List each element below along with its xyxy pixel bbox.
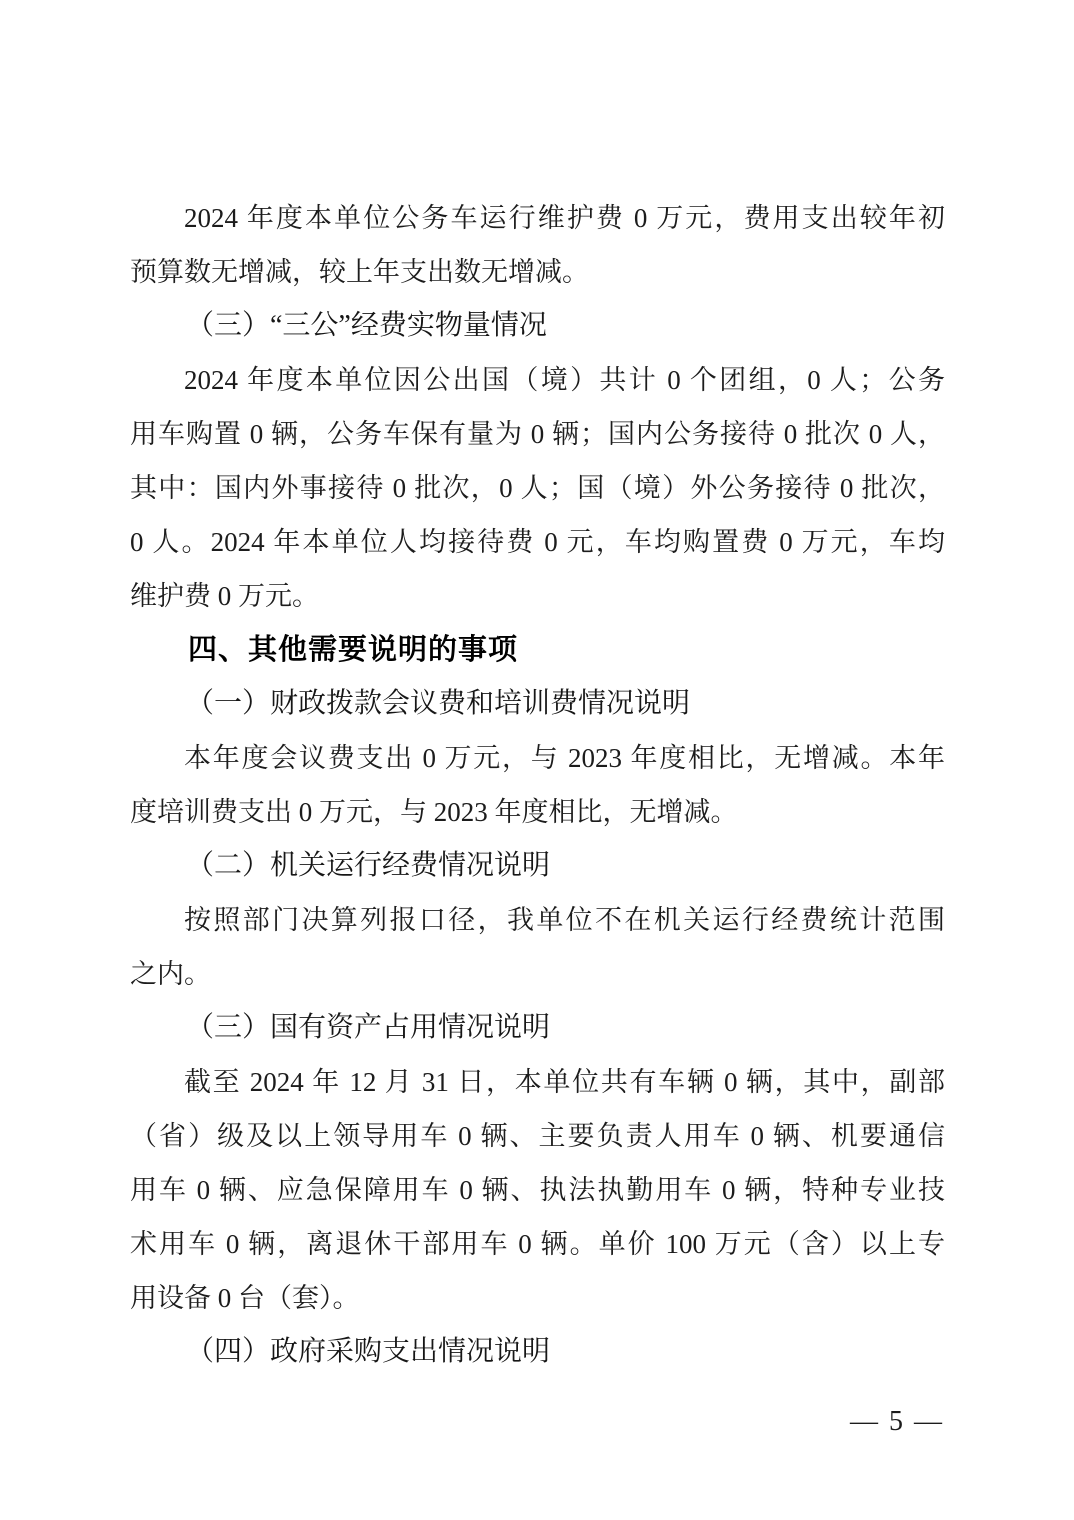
text-line: 四、其他需要说明的事项	[188, 634, 519, 666]
paragraph-agency-operating-expenses	[130, 893, 945, 1001]
document-body	[130, 191, 945, 1379]
text-line: 按照部门决算列报口径，我单位不在机关运行经费统计范围	[184, 905, 945, 935]
text-line: 截至 2024 年 12 月 31 日，本单位共有车辆 0 辆，其中，副部	[184, 1067, 945, 1097]
text-line: （省）级及以上领导用车 0 辆、主要负责人用车 0 辆、机要通信	[130, 1121, 945, 1151]
text-line: 术用车 0 辆，离退休干部用车 0 辆。单价 100 万元（含）以上专	[130, 1229, 945, 1259]
paragraph-state-assets	[130, 1055, 945, 1325]
text-line: 之内。	[130, 959, 211, 989]
text-line: （三）国有资产占用情况说明	[186, 1012, 551, 1043]
text-line: 用设备 0 台（套）。	[130, 1283, 360, 1313]
text-line: 用车购置 0 辆，公务车保有量为 0 辆；国内公务接待 0 批次 0 人，	[130, 419, 945, 449]
text-line: 预算数无增减，较上年支出数无增减。	[130, 257, 589, 287]
text-line: （二）机关运行经费情况说明	[186, 850, 551, 881]
subheading-three-public-expenses-physical	[130, 299, 945, 353]
text-line: 用车 0 辆、应急保障用车 0 辆、执法执勤用车 0 辆，特种专业技	[130, 1175, 945, 1205]
subheading-agency-operating-expenses	[130, 839, 945, 893]
text-line: 维护费 0 万元。	[130, 581, 319, 611]
text-line: 2024 年度本单位因公出国（境）共计 0 个团组，0 人；公务	[184, 365, 945, 395]
text-line: 其中：国内外事接待 0 批次，0 人；国（境）外公务接待 0 批次，	[130, 473, 945, 503]
paragraph-meeting-training-fees	[130, 731, 945, 839]
text-line: 0 人。2024 年本单位人均接待费 0 元，车均购置费 0 万元，车均	[130, 527, 945, 557]
subheading-state-assets	[130, 1001, 945, 1055]
text-line: 2024 年度本单位公务车运行维护费 0 万元，费用支出较年初	[184, 203, 945, 233]
paragraph-vehicle-operation-cost	[130, 191, 945, 299]
section-heading-other-matters	[130, 623, 945, 677]
text-line: （三）“三公”经费实物量情况	[186, 310, 547, 341]
text-line: 度培训费支出 0 万元，与 2023 年度相比，无增减。	[130, 797, 738, 827]
subheading-meeting-training-fees	[130, 677, 945, 731]
page-footer	[850, 1402, 944, 1442]
paragraph-three-public-physical-details	[130, 353, 945, 623]
subheading-government-procurement	[130, 1325, 945, 1379]
text-line: （一）财政拨款会议费和培训费情况说明	[186, 688, 691, 719]
text-line: 本年度会议费支出 0 万元，与 2023 年度相比，无增减。本年	[184, 743, 945, 773]
text-line: （四）政府采购支出情况说明	[186, 1336, 551, 1367]
page-number: — 5 —	[850, 1406, 944, 1437]
